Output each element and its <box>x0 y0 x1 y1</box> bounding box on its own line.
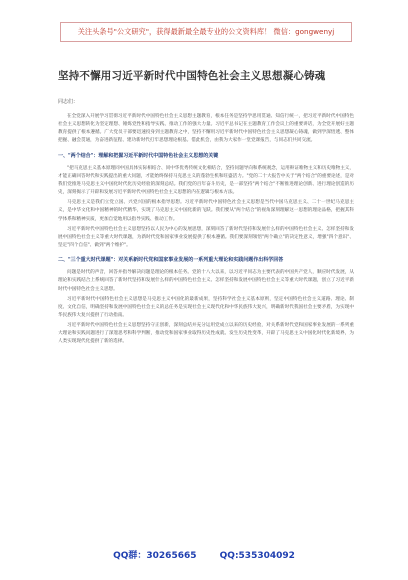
section2-paragraph: 习近平新时代中国特色社会主义思想是马克思主义中国化的最新成果，坚持科学社会主义基本原则，坚定中国特色社会主义道路、理论、制度、文化自信，明确坚持和发展中国特色社会主义的总任务是实现社会主义现代化和中华民族伟大复兴，明确新时代我国社会主要矛盾，为实现中华民族伟大复兴提供了行动指南。 <box>58 296 354 318</box>
document-body <box>58 98 354 349</box>
section-heading-2: 二、"三个重大时代课题"：对关系新时代党和国家事业发展的一系列重大理论和实践问题作出科学回答 <box>58 257 284 264</box>
section2-paragraph: 问题是时代的声音，回答并指导解决问题是理论的根本任务。党的十八大以来，以习近平同志为主要代表的中国共产党人，顺应时代发展，从理论和实践结合上系统回答了新时代坚持和发展什么样的中国特色社会主义、怎样坚持和发展中国特色社会主义等重大时代课题，创立了习近平新时代中国特色社会主义思想。 <box>58 270 354 292</box>
document-title: 坚持不懈用习近平新时代中国特色社会主义思想凝心铸魂 <box>58 70 326 82</box>
section1-paragraph: "把马克思主义基本原理同中国具体实际相结合、同中华优秀传统文化相结合，坚持问题导向和系统观念，运用辩证唯物主义和历史唯物主义，才能正确回答时代和实践提出的重大问题，才能始终保持马克思主义的蓬勃生机和旺盛活力。"党的二十大报告中关于"两个结合"的重要论述，是对我们党推进马克思主义中国化时代化历史经验的深刻总结。我们党的百年奋斗历史，是一部坚持"两个结合"不断推进理论创新、进行理论创造的历史，深刻揭示了开辟和发展习近平新时代中国特色社会主义思想的内在逻辑与根本方法。 <box>58 165 354 196</box>
footer-qq: QQ:535304092 <box>219 551 295 561</box>
section-heading-1: 一、"两个结合"：理解和把握习近平新时代中国特色社会主义思想的关键 <box>58 152 219 159</box>
footer-contact <box>0 548 408 561</box>
intro-paragraph: 在全党深入开展学习贯彻习近平新时代中国特色社会主义思想主题教育，根本任务是坚持学思用贯通、知信行统一，把习近平新时代中国特色社会主义思想转化为坚定理想、锤炼党性和指导实践、推动工作的强大力量。习近平总书记在主题教育工作会议上的重要讲话，为全党开展好主题教育提供了根本遵循。广大党员干部要迅速投身到主题教育之中，坚持不懈用习近平新时代中国特色社会主义思想凝心铸魂，做到学深悟透、整体把握、融会贯通，为奋进新征程、建功新时代打牢思想理论根基。借此机会，由我为大家作一堂党课报告，与同志们共同交流。 <box>58 114 354 144</box>
section2-paragraph: 习近平新时代中国特色社会主义思想坚持守正创新，深刻总结并充分运用党成立以来的历史经验，对关系新时代党和国家事业发展的一系列重大理论和实践问题进行了深邃思考和科学判断，推动党和国家事业取得历史性成就、发生历史性变革，开辟了马克思主义中国化时代化新境界，为人类实现现代化提供了新的选择。 <box>58 323 354 345</box>
footer-qq-group: QQ群：30265665 <box>113 551 197 561</box>
section1-paragraph: 习近平新时代中国特色社会主义思想坚持以人民为中心的发展思想，深刻回答了新时代坚持和发展什么样的中国特色社会主义、怎样坚持和发展中国特色社会主义等重大时代课题，为新时代党和国家事业发展提供了根本遵循。我们要深刻领悟"两个确立"的决定性意义，增强"四个意识"、坚定"四个自信"、做到"两个维护"。 <box>58 226 354 249</box>
salutation: 同志们： <box>58 99 79 105</box>
section1-paragraph: 马克思主义是我们立党立国、兴党兴国的根本指导思想。习近平新时代中国特色社会主义思想是当代中国马克思主义、二十一世纪马克思主义，是中华文化和中国精神的时代精华，实现了马克思主义中国化新的飞跃。我们要从"两个结合"的视角深刻理解这一思想的理论品格，把握其科学体系和精神实质，更加自觉地用以指导实践、推动工作。 <box>58 200 354 222</box>
promo-banner: 关注头条号"公文研究"，获得最新最全最专业的公文资料库！ 微信：gongwenyj <box>60 22 352 42</box>
